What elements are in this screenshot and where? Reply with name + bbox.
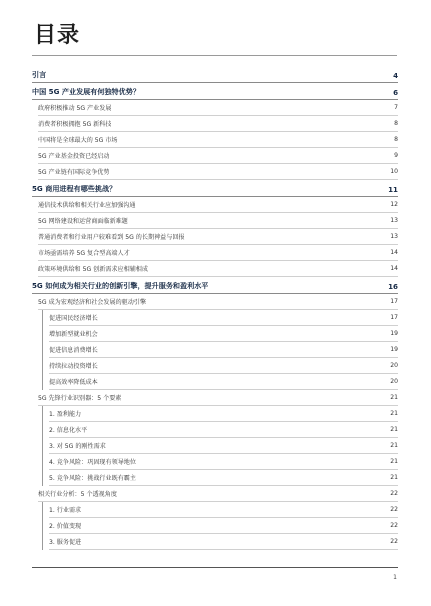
toc-subsection-page: 22 [390, 490, 398, 497]
toc-item-page: 14 [390, 265, 398, 272]
toc-subitem-label: 提高效率降低成本 [49, 379, 98, 386]
toc-subitem-label: 4. 竞争风险：巩固现有领导地位 [49, 459, 136, 466]
toc-subsection-1[interactable] [38, 294, 398, 310]
toc-subitem-page: 22 [390, 538, 398, 545]
toc-subsection-3[interactable] [38, 486, 398, 502]
toc-subitem-label: 5. 竞争风险：挑战行业既有霸主 [49, 475, 136, 482]
toc-subitem-page: 20 [390, 378, 398, 385]
toc-item[interactable] [38, 261, 398, 277]
toc-subsection-label: 相关行业分析：5 个透视角度 [38, 491, 117, 498]
toc-subitem-label: 3. 服务促进 [49, 539, 82, 546]
footer-divider [32, 567, 398, 568]
toc-item-page: 12 [390, 201, 398, 208]
toc-subitem-page: 22 [390, 522, 398, 529]
page-title: 目录 [34, 23, 81, 48]
toc-section-page: 11 [388, 184, 398, 194]
toc-section-1[interactable] [32, 85, 398, 100]
toc-item-label: 普通消费者和行业用户较难看到 5G 的长期裨益与回报 [38, 234, 185, 241]
toc-section-page: 16 [388, 281, 398, 291]
toc-section-label: 5G 商用进程有哪些挑战？ [32, 184, 117, 193]
toc-subitem[interactable] [49, 358, 398, 374]
toc-subsection-1-group [42, 310, 398, 390]
toc-subitem-label: 持续拉动投资增长 [49, 363, 98, 370]
toc-item-label: 5G 网络建设和运营商面临新难题 [38, 218, 128, 225]
toc-item-label: 5G 产业基金投资已经启动 [38, 153, 110, 160]
toc-subitem[interactable] [49, 502, 398, 518]
toc-section-label: 中国 5G 产业发展有何独特优势？ [32, 87, 140, 96]
toc-subitem[interactable] [49, 310, 398, 326]
toc-item-page: 7 [394, 104, 398, 111]
toc-item[interactable] [38, 148, 398, 164]
toc-item-page: 14 [390, 249, 398, 256]
toc-subsection-label: 5G 先锋行业识别器：5 个要素 [38, 395, 122, 402]
toc-entry-page: 4 [393, 70, 398, 80]
toc-subitem[interactable] [49, 470, 398, 486]
toc-item-page: 13 [390, 217, 398, 224]
toc-subitem[interactable] [49, 534, 398, 550]
toc-item-page: 10 [390, 168, 398, 175]
toc-item[interactable] [38, 245, 398, 261]
toc-item-label: 政府积极推动 5G 产业发展 [38, 105, 112, 112]
toc-subitem-page: 20 [390, 362, 398, 369]
toc-item[interactable] [38, 100, 398, 116]
toc-entry-label: 引言 [32, 70, 47, 79]
toc-item[interactable] [38, 132, 398, 148]
toc-subsection-2[interactable] [38, 390, 398, 406]
toc-item-label: 中国将是全球最大的 5G 市场 [38, 137, 118, 144]
toc-subitem-label: 促进信息消费增长 [49, 347, 98, 354]
page-number: 1 [393, 574, 397, 581]
toc-section-label: 5G 如何成为相关行业的创新引擎，提升服务和盈利水平 [32, 281, 209, 290]
toc-subitem[interactable] [49, 438, 398, 454]
toc-item-label: 消费者积极拥抱 5G 新科技 [38, 121, 112, 128]
toc-subitem-label: 1. 盈利能力 [49, 411, 82, 418]
toc-item-label: 政策环境供给和 5G 创新需求应相辅相成 [38, 266, 148, 273]
toc-item-page: 8 [394, 136, 398, 143]
table-of-contents [32, 66, 398, 550]
toc-subitem-label: 促进国民经济增长 [49, 315, 98, 322]
toc-item-page: 8 [394, 120, 398, 127]
toc-subitem[interactable] [49, 518, 398, 534]
toc-subitem-page: 21 [390, 426, 398, 433]
toc-subitem-label: 1. 行业需求 [49, 507, 82, 514]
toc-subitem-page: 19 [390, 330, 398, 337]
toc-subitem[interactable] [49, 454, 398, 470]
toc-subsection-label: 5G 成为宏观经济和社会发展的驱动引擎 [38, 299, 147, 306]
toc-item-page: 13 [390, 233, 398, 240]
toc-item[interactable] [38, 213, 398, 229]
toc-entry-intro[interactable] [32, 68, 398, 83]
toc-subsection-2-group [42, 406, 398, 486]
toc-item[interactable] [38, 164, 398, 180]
toc-subitem-page: 21 [390, 458, 398, 465]
toc-subitem-label: 增加新型就业机会 [49, 331, 98, 338]
toc-subitem-page: 19 [390, 346, 398, 353]
toc-subitem-page: 17 [390, 314, 398, 321]
toc-subsection-3-group [42, 502, 398, 550]
toc-section-page: 6 [393, 87, 398, 97]
toc-subsection-page: 21 [390, 394, 398, 401]
toc-subitem-page: 21 [390, 442, 398, 449]
toc-item-label: 通信技术供给和相关行业应加强沟通 [38, 202, 136, 209]
toc-subitem-page: 22 [390, 506, 398, 513]
toc-section-2[interactable] [32, 182, 398, 197]
toc-item-label: 5G 产业链有国际竞争优势 [38, 169, 110, 176]
toc-subitem-label: 3. 对 5G 的刚性需求 [49, 443, 106, 450]
toc-item[interactable] [38, 197, 398, 213]
toc-subitem-page: 21 [390, 474, 398, 481]
toc-subitem-label: 2. 价值变现 [49, 523, 82, 530]
toc-subitem[interactable] [49, 326, 398, 342]
toc-subitem[interactable] [49, 406, 398, 422]
toc-item[interactable] [38, 229, 398, 245]
toc-subitem[interactable] [49, 374, 398, 390]
toc-item-label: 市场亟需培养 5G 复合型高端人才 [38, 250, 130, 257]
toc-subsection-page: 17 [390, 298, 398, 305]
toc-item-page: 9 [394, 152, 398, 159]
toc-item[interactable] [38, 116, 398, 132]
title-divider [32, 55, 397, 56]
toc-subitem-page: 21 [390, 410, 398, 417]
toc-subitem[interactable] [49, 342, 398, 358]
toc-section-3[interactable] [32, 279, 398, 294]
toc-subitem-label: 2. 信息化水平 [49, 427, 88, 434]
toc-subitem[interactable] [49, 422, 398, 438]
